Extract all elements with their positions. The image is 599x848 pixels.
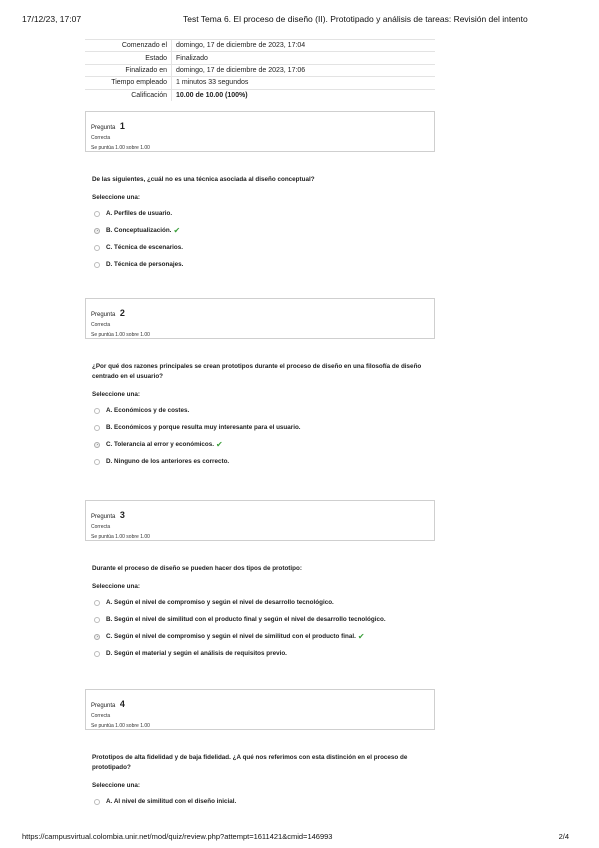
question-block [85,298,435,470]
radio-button[interactable] [94,617,100,623]
question-info [85,298,435,339]
correct-check-icon: ✔ [216,440,223,449]
correct-check-icon: ✔ [173,226,181,235]
question-info [85,689,435,730]
answer-option[interactable] [85,611,435,628]
answer-option[interactable] [85,628,435,645]
correct-check-icon: ✔ [357,632,365,641]
answer-option[interactable] [85,793,435,810]
summary-row [85,52,435,64]
question-state: Correcta [91,322,111,328]
radio-button[interactable] [94,634,100,640]
radio-button[interactable] [94,600,100,606]
question-label: Pregunta [91,703,116,709]
question-state: Correcta [91,135,111,141]
answer-text: D. Técnica de personajes. [106,261,184,268]
summary-label: Tiempo empleado [85,77,172,89]
select-prompt: Seleccione una: [92,194,140,201]
answer-option[interactable] [85,645,435,662]
radio-button[interactable] [94,459,100,465]
radio-button[interactable] [94,228,100,234]
answer-text: D. Según el material y según el análisis de requisitos previo. [106,650,287,657]
answer-option[interactable] [85,402,435,419]
question-text: Durante el proceso de diseño se pueden hacer dos tipos de prototipo: [92,565,302,572]
summary-label: Finalizado en [85,64,172,76]
answer-list [85,205,435,273]
question-text: De las siguientes, ¿cuál no es una técnica asociada al diseño conceptual? [92,176,315,183]
answer-list [85,793,435,810]
question-grade: Se puntúa 1.00 sobre 1.00 [91,723,150,729]
question-text: ¿Por qué dos razones principales se crean prototipos durante el proceso de diseño en una filosofía de diseño centrado en el usuario? [92,363,422,380]
question-block [85,689,435,810]
answer-option[interactable] [85,256,435,273]
question-info [85,111,435,152]
radio-button[interactable] [94,211,100,217]
attempt-summary-table [85,39,435,101]
answer-option[interactable] [85,239,435,256]
print-date: 17/12/23, 17:07 [22,14,82,24]
question-grade: Se puntúa 1.00 sobre 1.00 [91,534,150,540]
answer-text: C. Tolerancia al error y económicos. [106,441,215,448]
answer-text: C. Técnica de escenarios. [106,244,183,251]
select-prompt: Seleccione una: [92,583,140,590]
answer-option[interactable] [85,594,435,611]
summary-label: Calificación [85,89,172,101]
radio-button[interactable] [94,262,100,268]
question-state: Correcta [91,713,111,719]
answer-option[interactable] [85,205,435,222]
radio-button[interactable] [94,425,100,431]
radio-button[interactable] [94,408,100,414]
summary-value: domingo, 17 de diciembre de 2023, 17:06 [172,64,436,76]
summary-value: 10.00 de 10.00 (100%) [172,89,436,101]
summary-row [85,89,435,101]
answer-text: C. Según el nivel de compromiso y según el nivel de similitud con el producto final. [106,633,356,640]
answer-text: B. Según el nivel de similitud con el producto final y según el nivel de desarrollo tecnológico. [106,616,386,623]
question-number: 4 [119,699,125,709]
summary-row [85,64,435,76]
question-label: Pregunta [91,125,116,131]
select-prompt: Seleccione una: [92,782,140,789]
radio-button[interactable] [94,442,100,448]
question-grade: Se puntúa 1.00 sobre 1.00 [91,332,150,338]
radio-button[interactable] [94,799,100,805]
question-block [85,500,435,662]
question-number: 3 [119,510,125,520]
radio-button[interactable] [94,245,100,251]
question-info [85,500,435,541]
select-prompt: Seleccione una: [92,391,140,398]
question-number: 2 [119,308,125,318]
question-grade: Se puntúa 1.00 sobre 1.00 [91,145,150,151]
summary-label: Comenzado el [85,40,172,52]
radio-button[interactable] [94,651,100,657]
summary-value: 1 minutos 33 segundos [172,77,436,89]
print-title: Test Tema 6. El proceso de diseño (II). Prototipado y análisis de tareas: Revisión del intento [183,14,528,24]
question-text: Prototipos de alta fidelidad y de baja fidelidad. ¿A qué nos referimos con esta distinción en el proceso de prototipado? [92,754,408,771]
answer-text: A. Económicos y de costes. [106,407,190,414]
question-number: 1 [119,121,125,131]
answer-text: B. Económicos y porque resulta muy interesante para el usuario. [106,424,301,431]
answer-text: D. Ninguno de los anteriores es correcto. [106,458,230,465]
question-label: Pregunta [91,514,116,520]
summary-label: Estado [85,52,172,64]
summary-row [85,77,435,89]
question-label: Pregunta [91,312,116,318]
question-state: Correcta [91,524,111,530]
answer-option[interactable] [85,222,435,239]
question-block [85,111,435,273]
page-number: 2/4 [558,832,569,841]
print-url: https://campusvirtual.colombia.unir.net/mod/quiz/review.php?attempt=1611421&cmid=146993 [22,832,333,841]
answer-text: A. Según el nivel de compromiso y según el nivel de desarrollo tecnológico. [106,599,334,606]
answer-list [85,402,435,470]
answer-list [85,594,435,662]
summary-value: domingo, 17 de diciembre de 2023, 17:04 [172,40,436,52]
answer-option[interactable] [85,419,435,436]
summary-value: Finalizado [172,52,436,64]
answer-text: A. Perfiles de usuario. [106,210,173,217]
answer-option[interactable] [85,453,435,470]
answer-text: A. Al nivel de similitud con el diseño inicial. [106,798,237,805]
answer-text: B. Conceptualización. [106,227,172,234]
summary-row [85,40,435,52]
answer-option[interactable] [85,436,435,453]
